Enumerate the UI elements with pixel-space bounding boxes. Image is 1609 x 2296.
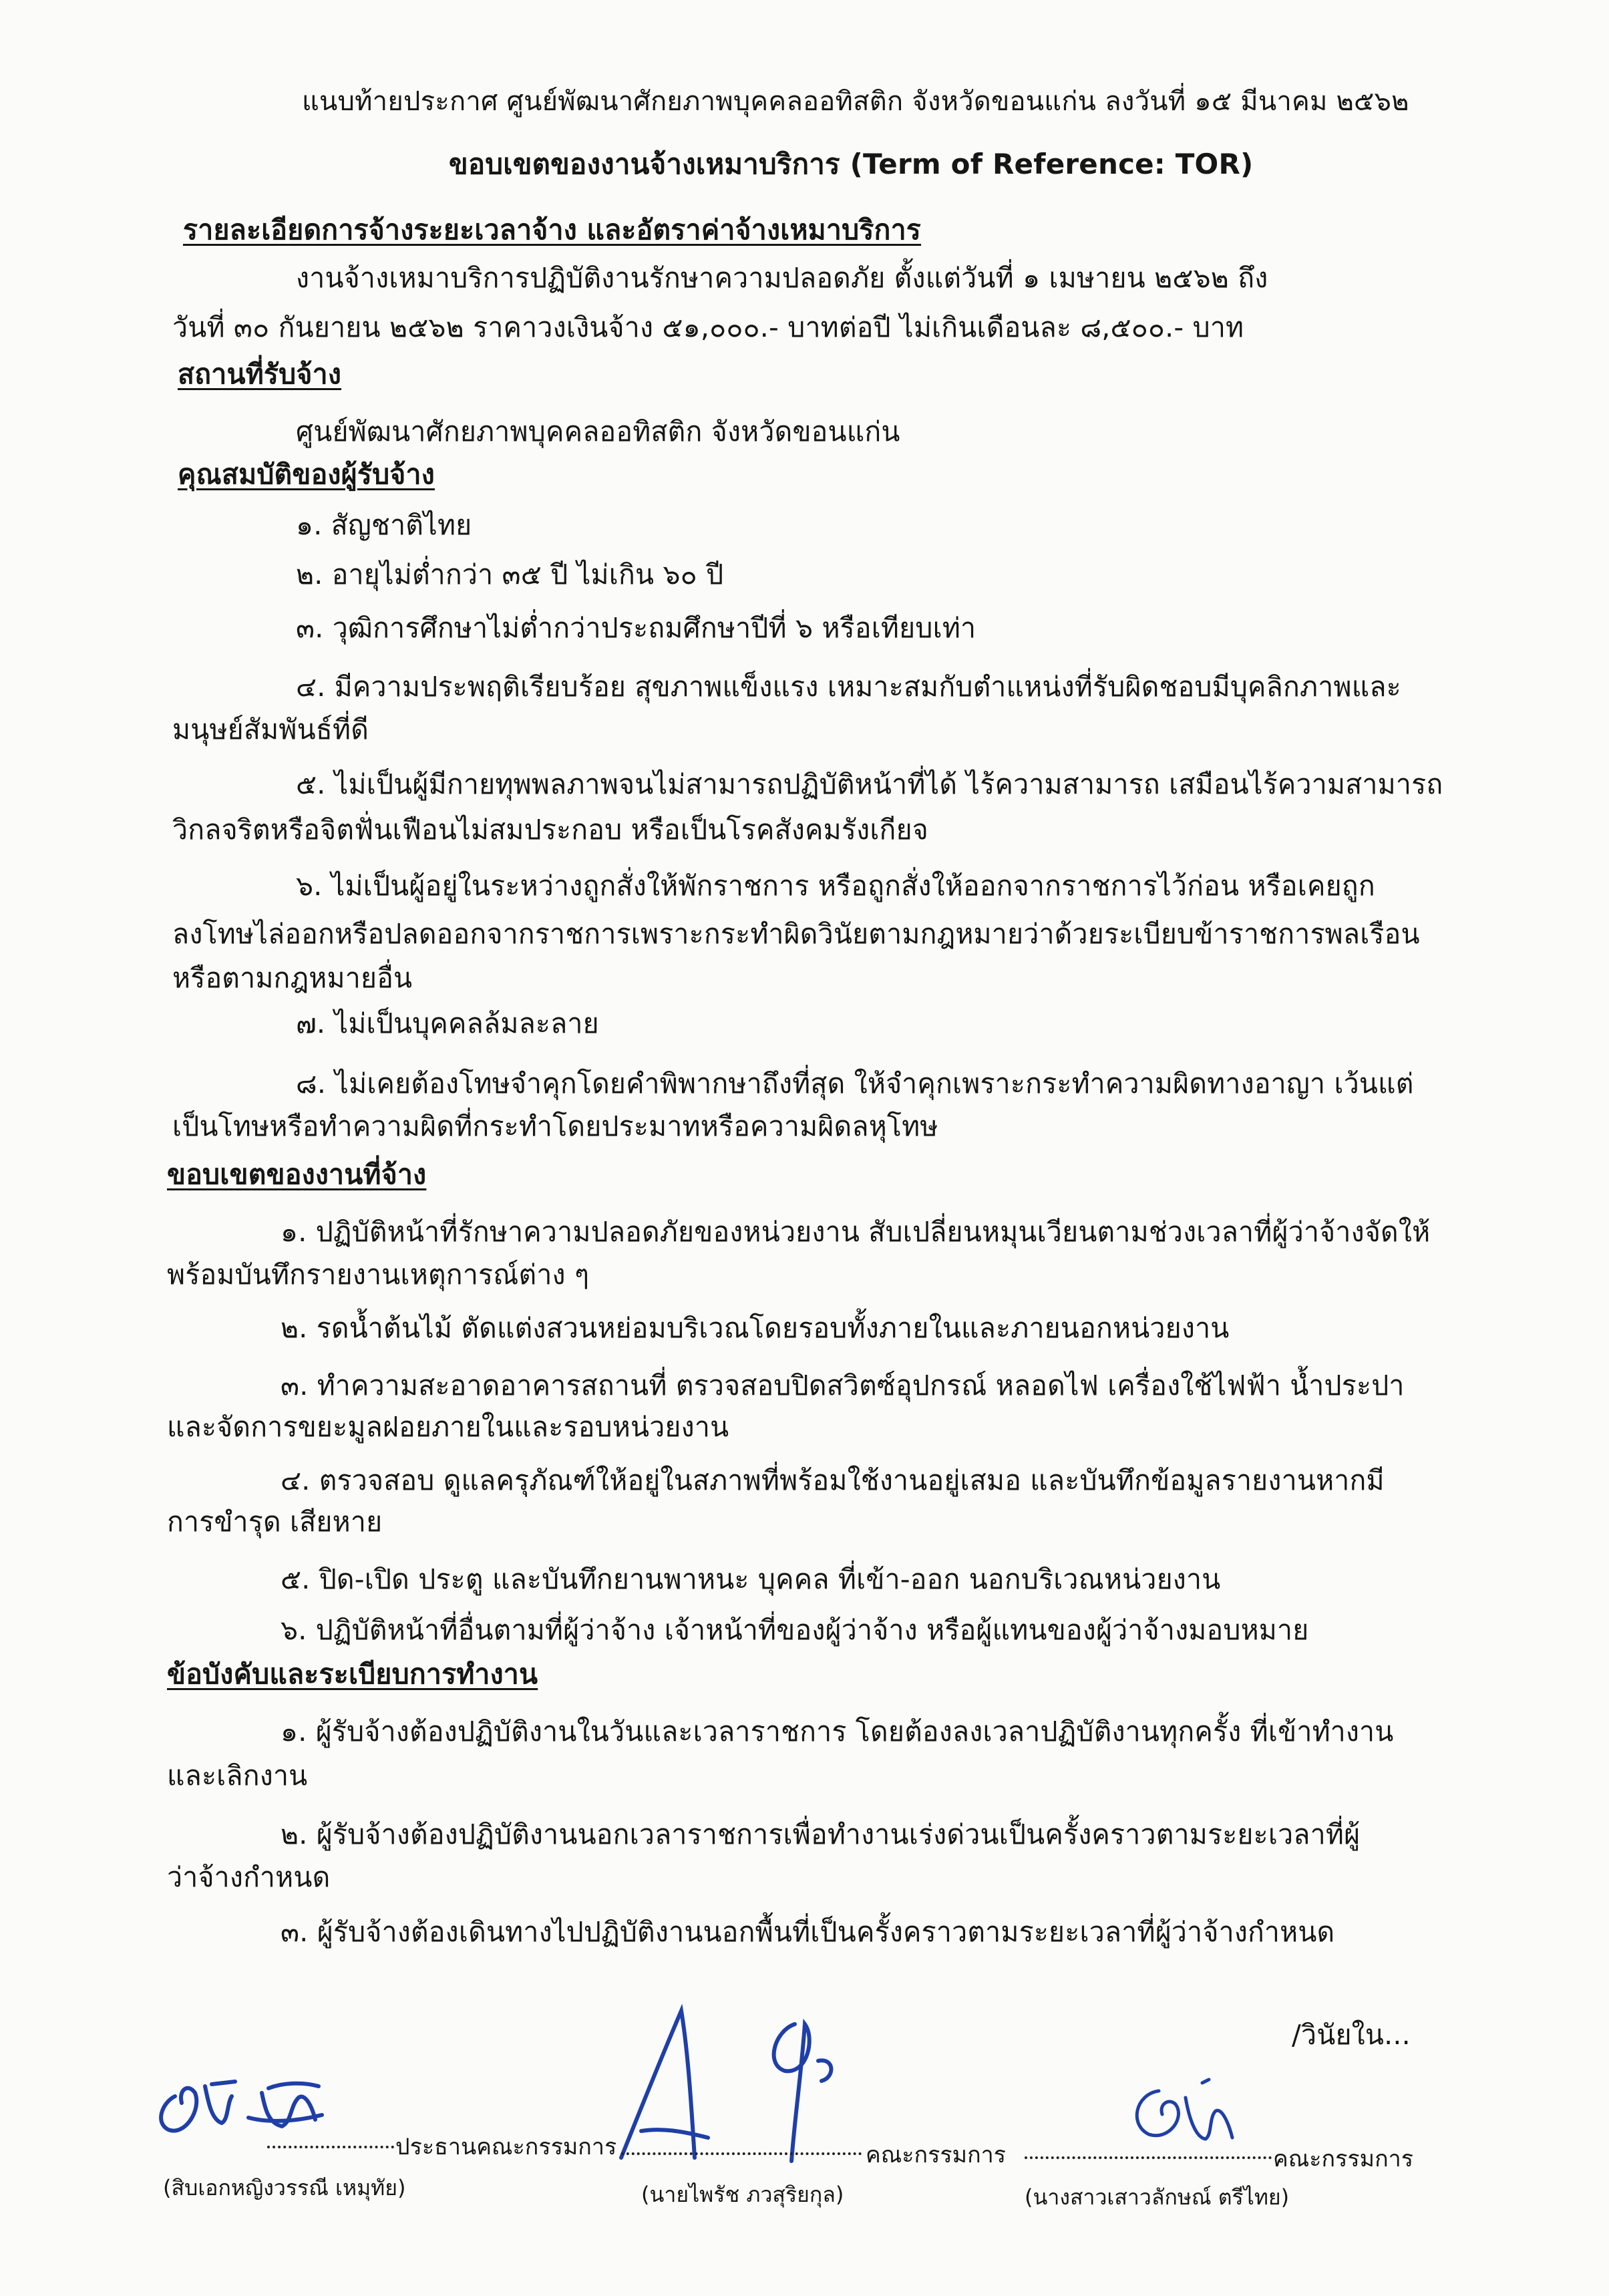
section-heading-details: รายละเอียดการจ้างระยะเวลาจ้าง และอัตราค่าจ้างเหมาบริการ [183,214,922,246]
signature-line-1 [267,2146,394,2148]
qualification-item: ๗. ไม่เป็นบุคคลล้มละลาย [296,1007,599,1039]
qualification-item: ๒. อายุไม่ต่ำกว่า ๓๕ ปี ไม่เกิน ๖๐ ปี [296,558,724,591]
handwritten-signature-3 [1122,2078,1256,2151]
details-line: งานจ้างเหมาบริการปฏิบัติงานรักษาความปลอดภัย ตั้งแต่วันที่ ๑ เมษายน ๒๕๖๒ ถึง [296,262,1268,294]
signature-line-2 [621,2152,862,2155]
signature-line-3 [1025,2156,1272,2159]
rule-item: ๓. ผู้รับจ้างต้องเดินทางไปปฏิบัติงานนอกพื้นที่เป็นครั้งคราวตามระยะเวลาที่ผู้ว่าจ้างกำหนด [281,1916,1335,1948]
scope-item: ๓. ทำความสะอาดอาคารสถานที่ ตรวจสอบปิดสวิตซ์อุปกรณ์ หลอดไฟ เครื่องใช้ไฟฟ้า น้ำประปา [281,1369,1405,1402]
handwritten-signature-1 [148,2056,362,2136]
scope-item-cont: พร้อมบันทึกรายงานเหตุการณ์ต่าง ๆ [167,1259,590,1291]
details-line: วันที่ ๓๐ กันยายน ๒๕๖๒ ราคาวงเงินจ้าง ๕๑,๐๐๐.- บาทต่อปี ไม่เกินเดือนละ ๘,๕๐๐.- บาท [172,311,1244,343]
qualification-item: ๘. ไม่เคยต้องโทษจำคุกโดยคำพิพากษาถึงที่สุด ให้จำคุกเพราะกระทำความผิดทางอาญา เว้นแต่ [296,1068,1414,1100]
scope-item: ๔. ตรวจสอบ ดูแลครุภัณฑ์ให้อยู่ในสภาพที่พร้อมใช้งานอยู่เสมอ และบันทึกข้อมูลรายงานหากมี [281,1464,1385,1496]
scope-item: ๖. ปฏิบัติหน้าที่อื่นตามที่ผู้ว่าจ้าง เจ้าหน้าที่ของผู้ว่าจ้าง หรือผู้แทนของผู้ว่าจ้างมอบหมาย [281,1614,1309,1646]
scope-item: ๑. ปฏิบัติหน้าที่รักษาความปลอดภัยของหน่วยงาน สับเปลี่ยนหมุนเวียนตามช่วงเวลาที่ผู้ว่าจ้างจัดให้ [281,1216,1431,1248]
location-text: ศูนย์พัฒนาศักยภาพบุคคลออทิสติก จังหวัดขอนแก่น [296,416,900,448]
qualification-item: ๖. ไม่เป็นผู้อยู่ในระหว่างถูกสั่งให้พักราชการ หรือถูกสั่งให้ออกจากราชการไว้ก่อน หรือเคยถูก [296,870,1375,902]
rule-item: ๒. ผู้รับจ้างต้องปฏิบัติงานนอกเวลาราชการเพื่อทำงานเร่งด่วนเป็นครั้งคราวตามระยะเวลาที่ผู้ [281,1818,1361,1850]
scope-item: ๒. รดน้ำต้นไม้ ตัดแต่งสวนหย่อมบริเวณโดยรอบทั้งภายในและภายนอกหน่วยงาน [281,1312,1230,1344]
rule-item-cont: ว่าจ้างกำหนด [167,1861,331,1893]
signature-role-2: คณะกรรมการ [866,2142,1007,2168]
signature-role-3: คณะกรรมการ [1273,2146,1414,2172]
signature-role-1: ประธานคณะกรรมการ [395,2134,617,2160]
scope-item-cont: การขำรุด เสียหาย [167,1506,383,1538]
qualification-item-cont: หรือตามกฎหมายอื่น [172,962,413,994]
attachment-header: แนบท้ายประกาศ ศูนย์พัฒนาศักยภาพบุคคลออทิสติก จังหวัดขอนแก่น ลงวันที่ ๑๕ มีนาคม ๒๕๖๒ [302,86,1409,117]
scope-item: ๕. ปิด-เปิด ประตู และบันทึกยานพาหนะ บุคคล ที่เข้า-ออก นอกบริเวณหน่วยงาน [281,1563,1221,1595]
qualification-item: ๓. วุฒิการศึกษาไม่ต่ำกว่าประถมศึกษาปีที่ ๖ หรือเทียบเท่า [296,612,976,644]
scope-item-cont: และจัดการขยะมูลฝอยภายในและรอบหน่วยงาน [167,1411,729,1443]
document-title: ขอบเขตของงานจ้างเหมาบริการ (Term of Reference: TOR) [449,148,1254,180]
qualification-item: ๕. ไม่เป็นผู้มีกายทุพพลภาพจนไม่สามารถปฏิบัติหน้าที่ได้ ไร้ความสามารถ เสมือนไร้ความสามารถ [296,768,1443,800]
section-heading-rules: ข้อบังคับและระเบียบการทำงาน [167,1658,538,1690]
qualification-item-cont: ลงโทษไล่ออกหรือปลดออกจากราชการเพราะกระทำผิดวินัยตามกฎหมายว่าด้วยระเบียบข้าราชการพลเรือน [172,918,1420,950]
qualification-item-cont: วิกลจริตหรือจิตฟั่นเฟือนไม่สมประกอบ หรือเป็นโรคสังคมรังเกียจ [172,814,929,846]
signature-name-3: (นางสาวเสาวลักษณ์ ตรีไทย) [1025,2184,1290,2210]
continuation-marker: /วินัยใน... [1292,2019,1411,2051]
section-heading-location: สถานที่รับจ้าง [178,358,342,390]
qualification-item-cont: เป็นโทษหรือทำความผิดที่กระทำโดยประมาทหรือความผิดลหุโทษ [172,1110,938,1142]
rule-item: ๑. ผู้รับจ้างต้องปฏิบัติงานในวันและเวลาราชการ โดยต้องลงเวลาปฏิบัติงานทุกครั้ง ที่เข้าทำงาน [281,1715,1394,1748]
qualification-item-cont: มนุษย์สัมพันธ์ที่ดี [172,713,369,746]
signature-name-1: (สิบเอกหญิงวรรณี เหมุทัย) [163,2175,406,2200]
section-heading-qualifications: คุณสมบัติของผู้รับจ้าง [178,458,435,490]
section-heading-scope: ขอบเขตของงานที่จ้าง [167,1158,427,1190]
qualification-item: ๑. สัญชาติไทย [296,509,472,541]
signature-name-2: (นายไพรัช ภวสุริยกุล) [641,2182,844,2207]
handwritten-signature-2 [614,1997,895,2171]
rule-item-cont: และเลิกงาน [167,1760,308,1792]
qualification-item: ๔. มีความประพฤติเรียบร้อย สุขภาพแข็งแรง เหมาะสมกับตำแหน่งที่รับผิดชอบมีบุคลิกภาพและ [296,671,1401,703]
